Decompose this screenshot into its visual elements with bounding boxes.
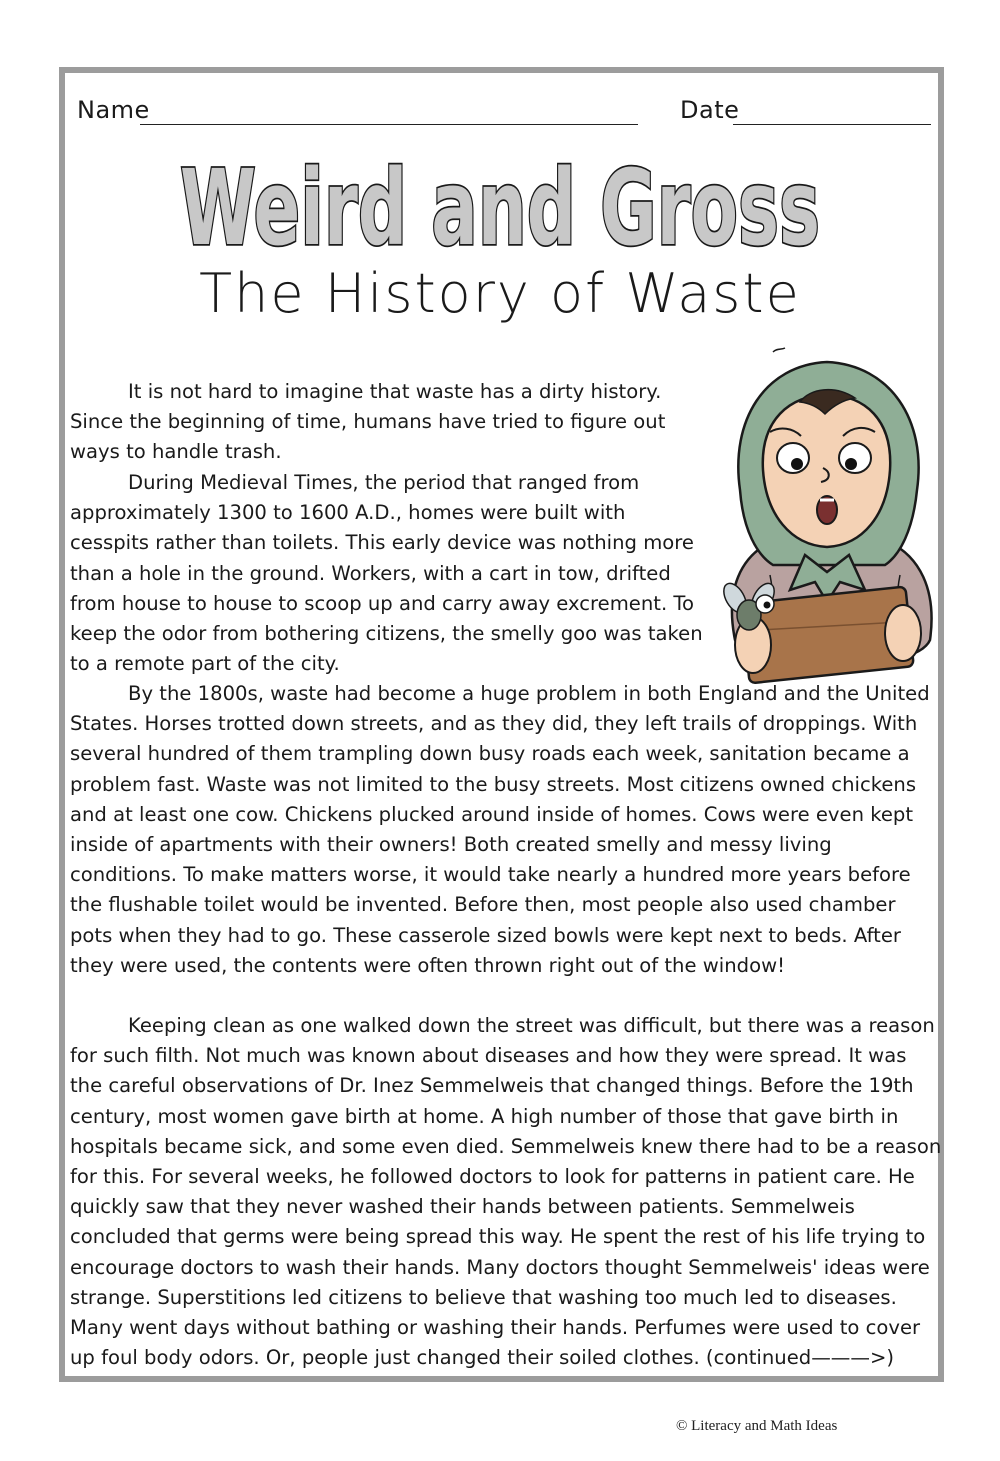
paragraph-semmelweis: Keeping clean as one walked down the street was difficult, but there was a reason for such filth. Not much was known about diseases and how they were spread. It was the careful observations of Dr. Inez Semmelweis that changed things. Before the 19th century, most women gave birth at home. A high number of those that gave birth in hospitals became sick, and some even died. Semmelweis knew there had to be a reason for this. For several weeks, he followed doctors to look for patterns in patient care. He quickly saw that they never washed their hands between patients. Semmelweis concluded that germs were being spread this way. He spent the rest of his life trying to encourage doctors to wash their hands. Many doctors thought Semmelweis' ideas were strange. Superstitions led citizens to believe that washing too much led to diseases. Many went days without bathing or washing their hands. Perfumes were used to cover up foul body odors. Or, people just changed their soiled clothes. (continued———>) xyxy=(70,1014,942,1370)
paragraph-1800s: By the 1800s, waste had become a huge problem in both England and the United States. Horses trotted down streets, and as they did, they left trails of droppings. With several hundred of them trampling down busy roads each week, sanitation became a problem fast. Waste was not limited to the busy streets. Most citizens owned chickens and at least one cow. Chickens plucked around inside of homes. Cows were even kept inside of apartments with their owners! Both created smelly and messy living conditions. To make matters worse, it would take nearly a hundred more years before the flushable toilet would be invented. Before then, most people also used chamber pots when they had to go. These casserole sized bowls were kept next to beds. After they were used, the contents were often thrown right out of the window! xyxy=(70,682,930,977)
paragraph-medieval: During Medieval Times, the period that ranged from approximately 1300 to 1600 A.D., homes were built with cesspits rather than toilets. This early device was nothing more than a hole in the ground. Workers, with a cart in tow, drifted from house to house to scoop up and carry away excrement. To keep the odor from bothering citizens, the smelly goo was taken to a remote part of the city. xyxy=(70,471,703,676)
name-label: Name xyxy=(77,96,150,124)
page-subtitle: The History of Waste xyxy=(199,262,801,325)
date-blank-line[interactable] xyxy=(733,124,931,125)
page-title-text: Weird and Gross xyxy=(180,147,820,269)
paragraph-intro: It is not hard to imagine that waste has a dirty history. Since the beginning of time, humans have tried to figure out ways to handle trash. xyxy=(70,380,666,464)
copyright-notice: © Literacy and Math Ideas xyxy=(676,1418,838,1434)
date-label: Date xyxy=(680,96,740,124)
name-blank-line[interactable] xyxy=(140,124,638,125)
page-title xyxy=(130,140,870,270)
woman-with-fly-sign-icon xyxy=(715,340,940,685)
